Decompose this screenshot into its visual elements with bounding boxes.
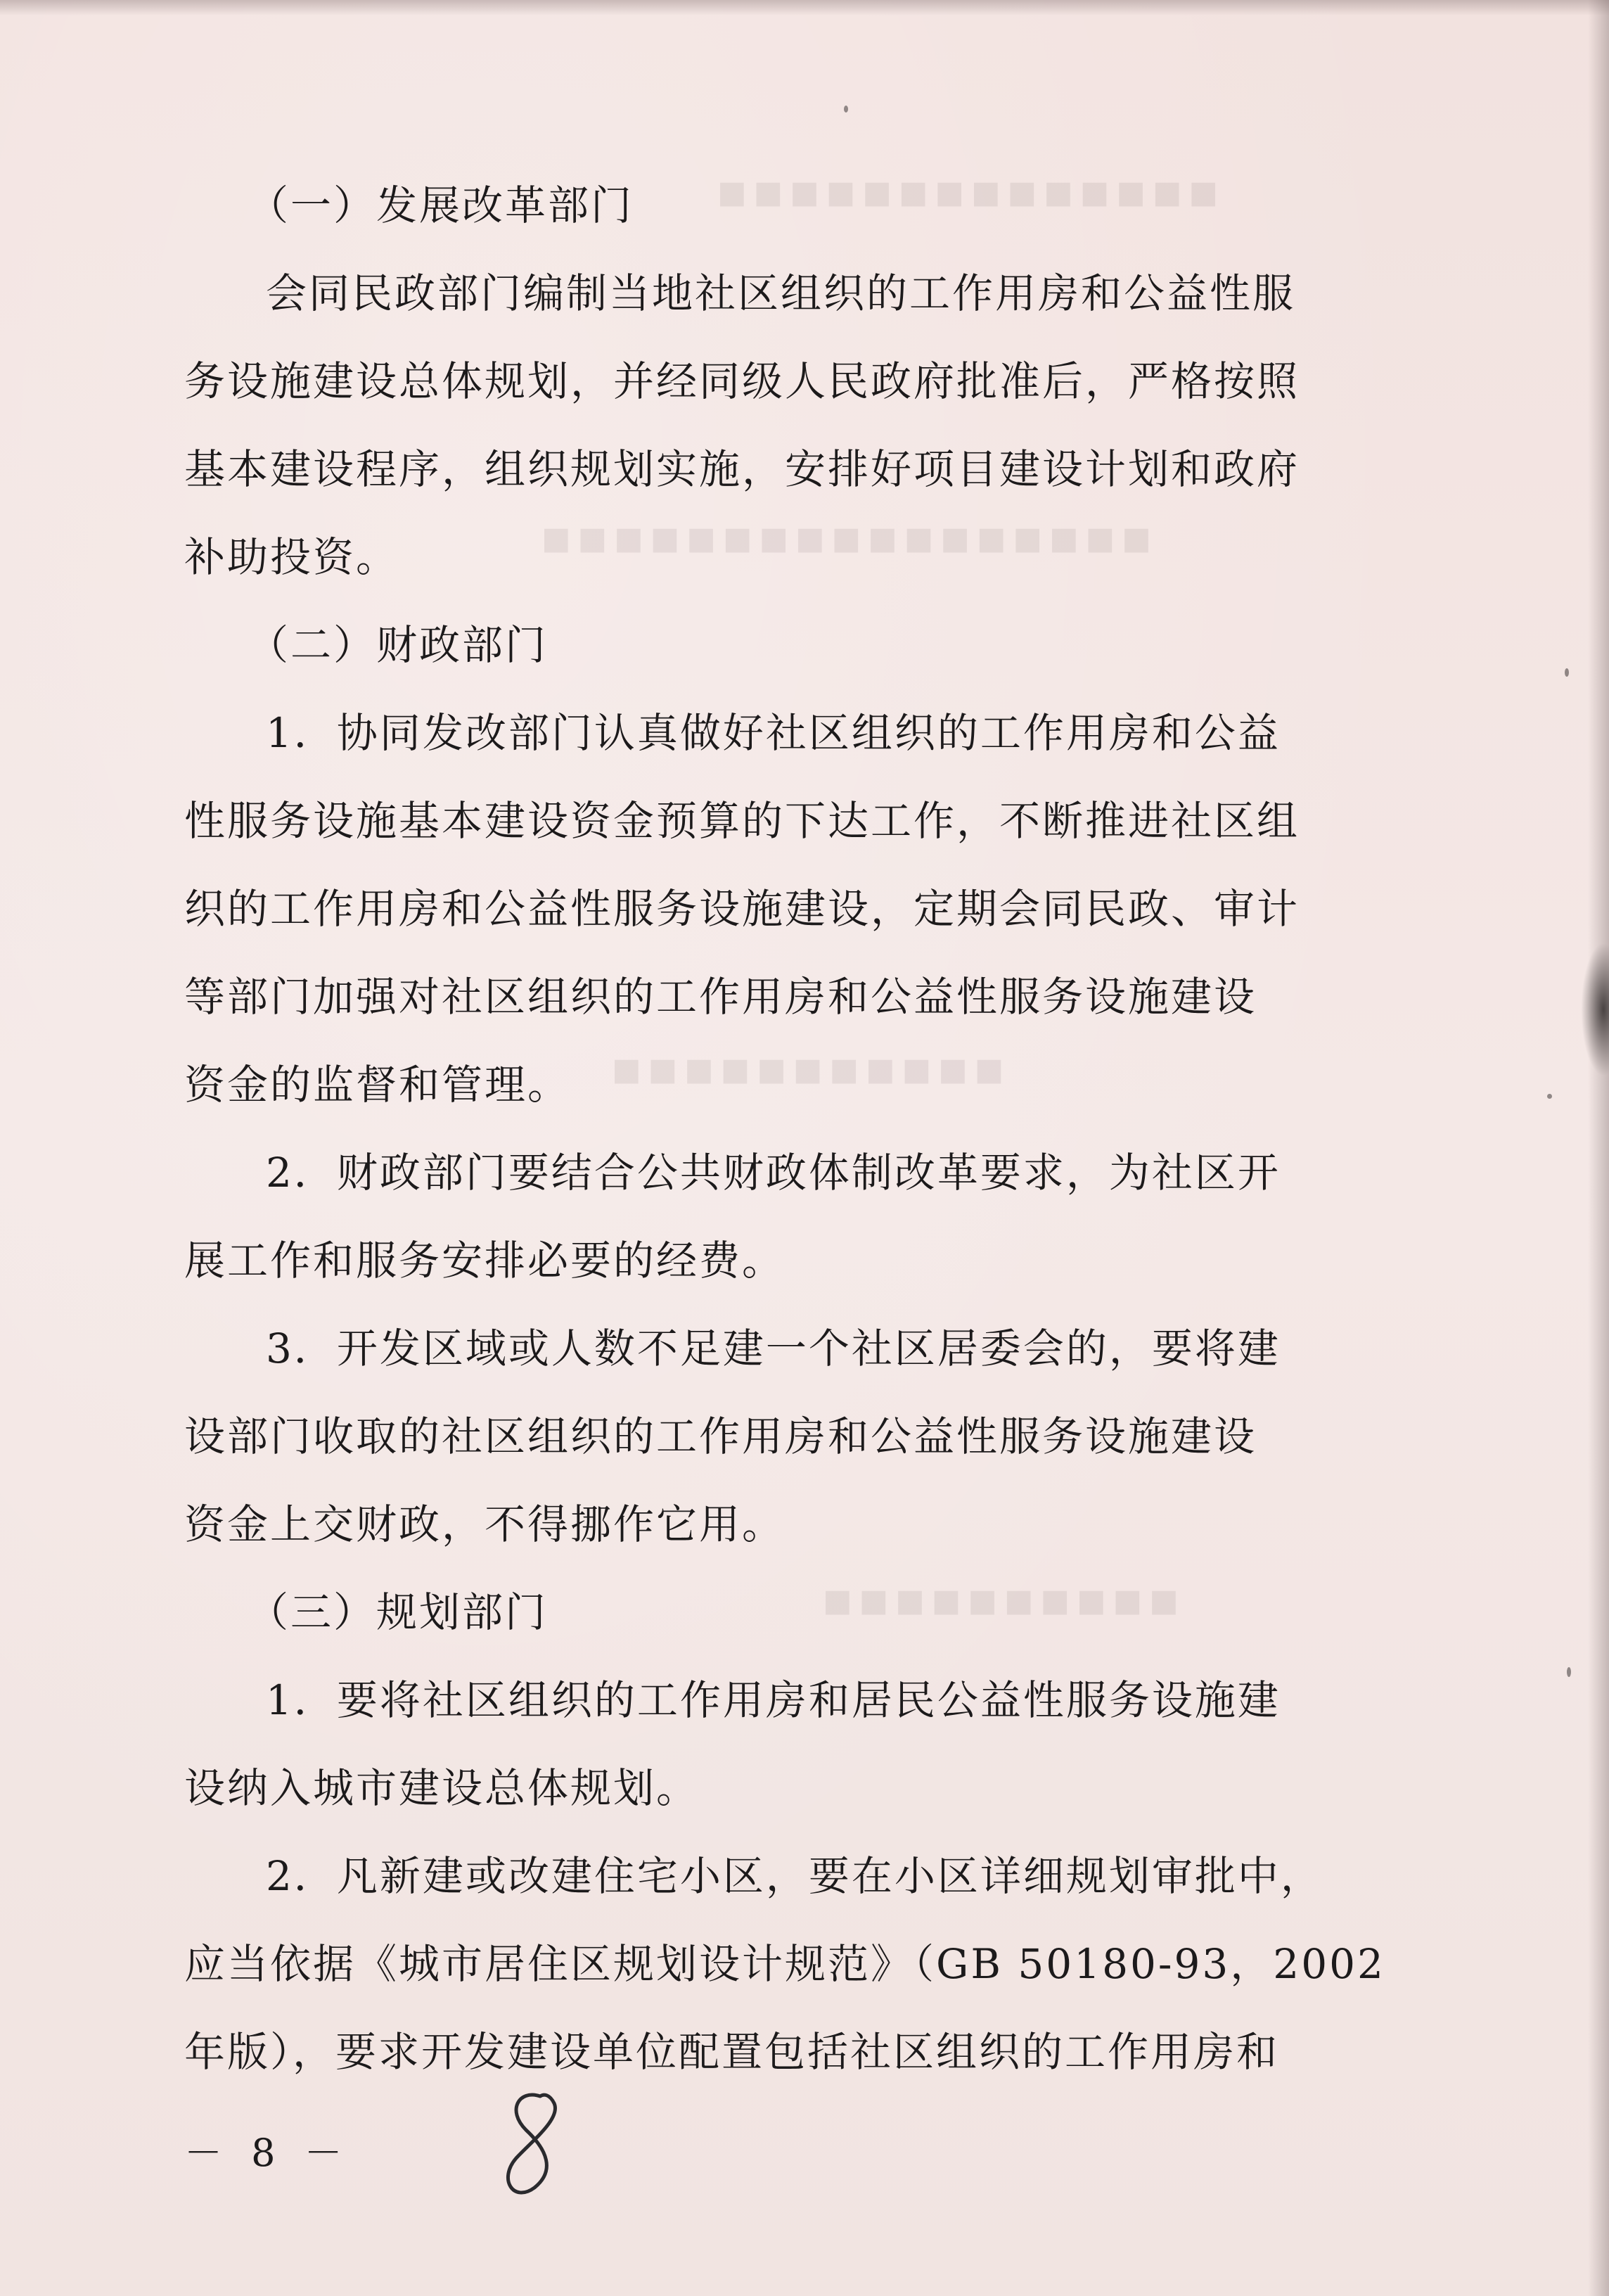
scan-speck <box>1567 1667 1571 1677</box>
list-item-line: 1．协同发改部门认真做好社区组织的工作用房和公益 <box>266 709 1281 757</box>
scan-speck <box>844 106 848 113</box>
bleed-through-text: ■■■■■■■■■■ <box>816 1583 1179 1619</box>
paragraph-line: 务设施建设总体规划，并经同级人民政府批准后，严格按照 <box>184 357 1300 405</box>
list-item-line: 2．凡新建或改建住宅小区，要在小区详细规划审批中， <box>266 1852 1323 1900</box>
scan-smudge <box>1581 943 1609 1076</box>
handwritten-eight-mark <box>485 2082 577 2202</box>
bleed-through-text: ■■■■■■■■■■■■■■■■■ <box>534 521 1151 556</box>
list-item-line: 2．财政部门要结合公共财政体制改革要求，为社区开 <box>266 1149 1281 1197</box>
paragraph-line: 资金上交财政，不得挪作它用。 <box>184 1500 786 1548</box>
paragraph-line: 会同民政部门编制当地社区组织的工作用房和公益性服 <box>266 269 1296 317</box>
page-number: － 8 － <box>184 2131 351 2175</box>
list-item-line: 1．要将社区组织的工作用房和居民公益性服务设施建 <box>266 1676 1281 1724</box>
bleed-through-text: ■■■■■■■■■■■■■■ <box>710 174 1219 210</box>
paragraph-line: 织的工作用房和公益性服务设施建设，定期会同民政、审计 <box>184 885 1300 933</box>
paragraph-line: 应当依据《城市居住区规划设计规范》（GB 50180-93，2002 <box>184 1940 1385 1988</box>
paragraph-line: 设部门收取的社区组织的工作用房和公益性服务设施建设 <box>184 1412 1257 1460</box>
bleed-through-text: ■■■■■■■■■■■ <box>605 1052 1004 1088</box>
list-item-line: 3．开发区域或人数不足建一个社区居委会的，要将建 <box>266 1325 1281 1372</box>
paragraph-line: 资金的监督和管理。 <box>184 1061 571 1109</box>
document-body <box>184 162 1385 2096</box>
scan-top-edge <box>0 0 1609 15</box>
section-heading-development-reform: （一）发展改革部门 <box>248 181 634 229</box>
paragraph-line: 基本建设程序，组织规划实施，安排好项目建设计划和政府 <box>184 445 1300 493</box>
paragraph-line: 补助投资。 <box>184 533 399 581</box>
section-heading-finance: （二）财政部门 <box>248 621 549 669</box>
paragraph-line: 展工作和服务安排必要的经费。 <box>184 1237 786 1284</box>
scan-speck <box>1565 668 1569 677</box>
paragraph-line: 设纳入城市建设总体规划。 <box>184 1764 700 1812</box>
scan-speck <box>1547 1094 1552 1099</box>
paragraph-line: 年版），要求开发建设单位配置包括社区组织的工作用房和 <box>184 2028 1280 2076</box>
paragraph-line: 等部门加强对社区组织的工作用房和公益性服务设施建设 <box>184 973 1257 1021</box>
paragraph-line: 性服务设施基本建设资金预算的下达工作，不断推进社区组 <box>184 797 1300 845</box>
scan-right-edge <box>1588 0 1609 2296</box>
section-heading-planning: （三）规划部门 <box>248 1588 549 1636</box>
